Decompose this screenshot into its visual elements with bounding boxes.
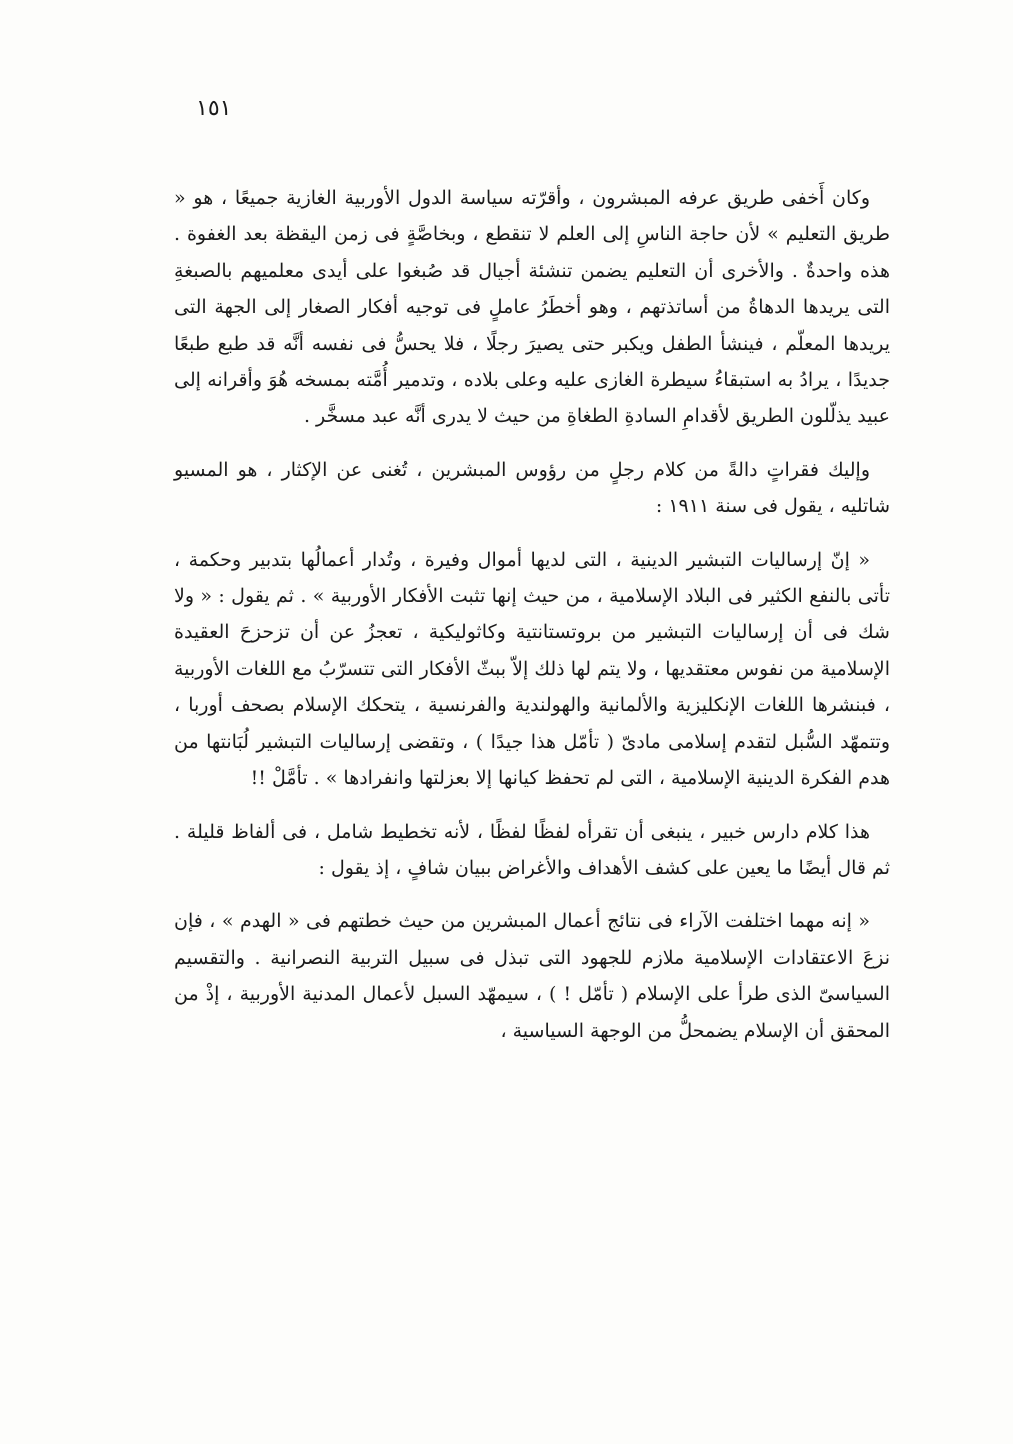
line: وإليك فقراتٍ دالةً من كلام رجلٍ من رؤوس المبشرين ، تُغنى عن الإكثار ، هو	[237, 458, 870, 481]
line: ألفاظ قليلة . ثم قال أيضًا ما يعين على كشف الأهداف والأغراض ببيان شافٍ ، إذ	[174, 820, 890, 879]
line: ذلك إلاّ ببثّ الأفكار التى تتسرّبُ مع اللغات الأوربية ، فبنشرها اللغات الإنكليزية	[174, 657, 890, 717]
line: « إنّ إرساليات التبشير الدينية ، التى لديها أموال وفيرة ، وتُدار أعمالُها بتدبير	[249, 548, 870, 571]
line: أفكار الصغار إلى الجهة التى يريدها المعلّم ، فينشأ الطفل ويكبر حتى يصيرَ رجلًا ،	[174, 296, 891, 355]
paragraph-1	[174, 180, 890, 435]
line: النصرانية . والتقسيم السياسىّ الذى طرأ على الإسلام ( تأمّل ! ) ، سيمهّد السبل	[174, 946, 890, 1006]
line: هو « طريق التعليم » لأن حاجة الناسِ إلى العلم لا تنقطع ، وبخاصَّةٍ فى زمن اليقظة	[174, 187, 890, 246]
line: بعد الغفوة . هذه واحدةٌ . والأخرى أن التعليم يضمن تنشئة أجيال قد صُبغوا على	[174, 223, 890, 282]
line: لأعمال المدنية الأوربية ، إذْ من المحقق أن الإسلام يضمحلُّ من الوجهة السياسية ،	[174, 983, 890, 1042]
line: والألمانية والهولندية والفرنسية ، يتحكك الإسلام بصحف أوربا ، وتتمهّد السُّبل	[174, 694, 891, 753]
line: وكاثوليكية ، تعجزُ عن أن تزحزحَ العقيدة الإسلامية من نفوس معتقديها ، ولا يتم لها	[174, 621, 890, 680]
line: أيدى معلميهم بالصبغةِ التى يريدها الدهاةُ من أساتذتهم ، وهو أخطَرُ عاملٍ فى توجيه	[174, 259, 890, 319]
paragraph-4	[174, 814, 890, 887]
line: « الهدم » ، فإن نزعَ الاعتقادات الإسلامية ملازم للجهود التى تبذل فى سبيل التربية	[174, 910, 890, 969]
line: لتقدم إسلامى مادىّ ( تأمّل هذا جيدًا ) ، وتقضى إرساليات التبشير لُبَانتها من هدم	[174, 730, 890, 790]
line: وكان أَخفى طريق عرفه المبشرون ، وأقرّته سياسة الدول الأوربية الغازية جميعًا ،	[221, 187, 870, 209]
line: يقول :	[318, 856, 370, 879]
paragraph-2	[174, 452, 890, 525]
line: وعلى بلاده ، وتدمير أُمَّته بمسخه هُوَ وأقرانه إلى عبيد يذلّلون الطريق لأقدامِ السادةِ	[174, 369, 890, 428]
line: المسيو شاتليه ، يقول فى سنة ١٩١١ :	[174, 458, 890, 518]
line: وحكمة ، تأتى بالنفع الكثير فى البلاد الإسلامية ، من حيث إنها تثبت الأفكار	[174, 548, 891, 608]
line: الطغاةِ من حيث لا يدرى أنَّه عبد مسخَّر .	[303, 405, 619, 428]
body-text	[174, 180, 890, 1066]
paragraph-5-quote	[174, 903, 890, 1049]
line: « إنه مهما اختلفت الآراء فى نتائج أعمال المبشرين من حيث خطتهم فى	[306, 910, 870, 933]
page-number: ١٥١	[196, 96, 232, 121]
line: فلا يحسُّ فى نفسه أنَّه قد طبع طبعًا جديدًا ، يرادُ به استبقاءُ سيطرة الغازى عليه	[174, 332, 890, 392]
line: هذا كلام دارس خبير ، ينبغى أن تقرأه لفظًا لفظًا ، لأنه تخطيط شامل ، فى	[282, 820, 870, 843]
paragraph-3-quote	[174, 542, 890, 797]
line: الفكرة الدينية الإسلامية ، التى لم تحفظ كيانها إلا بعزلتها وانفرادها » . تأمَّلْ !!	[250, 767, 853, 790]
line: الأوربية » . ثم يقول : « ولا شك فى أن إرساليات التبشير من بروتستانتية	[174, 585, 890, 644]
